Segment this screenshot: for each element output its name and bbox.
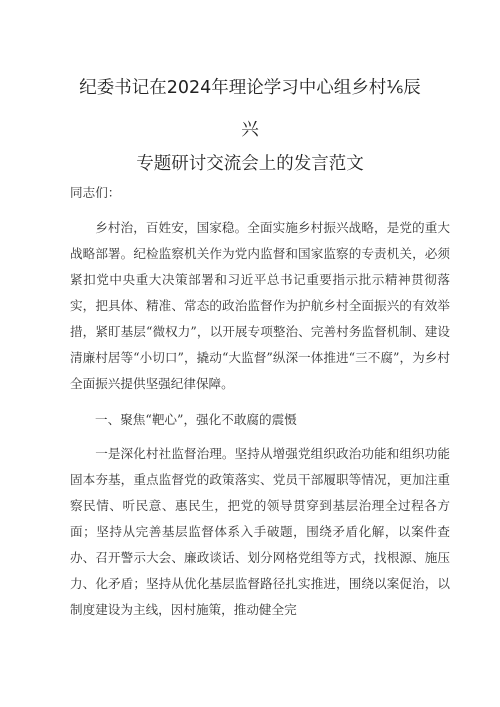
- document-title-line-1: 纪委书记在2024年理论学习中心组乡村⅙辰: [79, 78, 421, 98]
- document-subtitle: 专题研讨交流会上的发言范文: [136, 154, 364, 174]
- salutation: 同志们：: [70, 185, 121, 200]
- section-heading-1: 一、聚焦“靶心”，强化不敢腐的震慑: [95, 412, 297, 427]
- document-title-line-2: 兴: [241, 120, 259, 140]
- paragraph-intro: 乡村治，百姓安，国家稳。全面实施乡村振兴战略，是党的重大战略部署。纪检监察机关作为党内监督和国家监察的专责机关，必须紧扣党中央重大决策部署和习近平总书记重要指示批示精神贯彻落实，把具体、精准、常态的政治监督作为护航乡村全面振兴的有效举措，紧盯基层“微权力”，以开展专项整治、完善村务监督机制、建设清廉村居等“小切口”，撬动“大监督”纵深一体推进“三不腐”，为乡村全面振兴提供坚强纪律保障。: [70, 220, 450, 391]
- paragraph-section-1: 一是深化村社监督治理。坚持从增强党组织政治功能和组织功能固本夯基，重点监督党的政策落实、党员干部履职等情况，更加注重察民情、听民意、惠民生，把党的领导贯穿到基层治理全过程各方面；坚持从完善基层监督体系入手破题，围绕矛盾化解，以案件查办、召开警示大会、廉政谈话、划分网格党组等方式，找根源、施压力、化矛盾；坚持从优化基层监督路径扎实推进，围绕以案促治，以制度建设为主线，因村施策，推动健全完: [70, 446, 450, 617]
